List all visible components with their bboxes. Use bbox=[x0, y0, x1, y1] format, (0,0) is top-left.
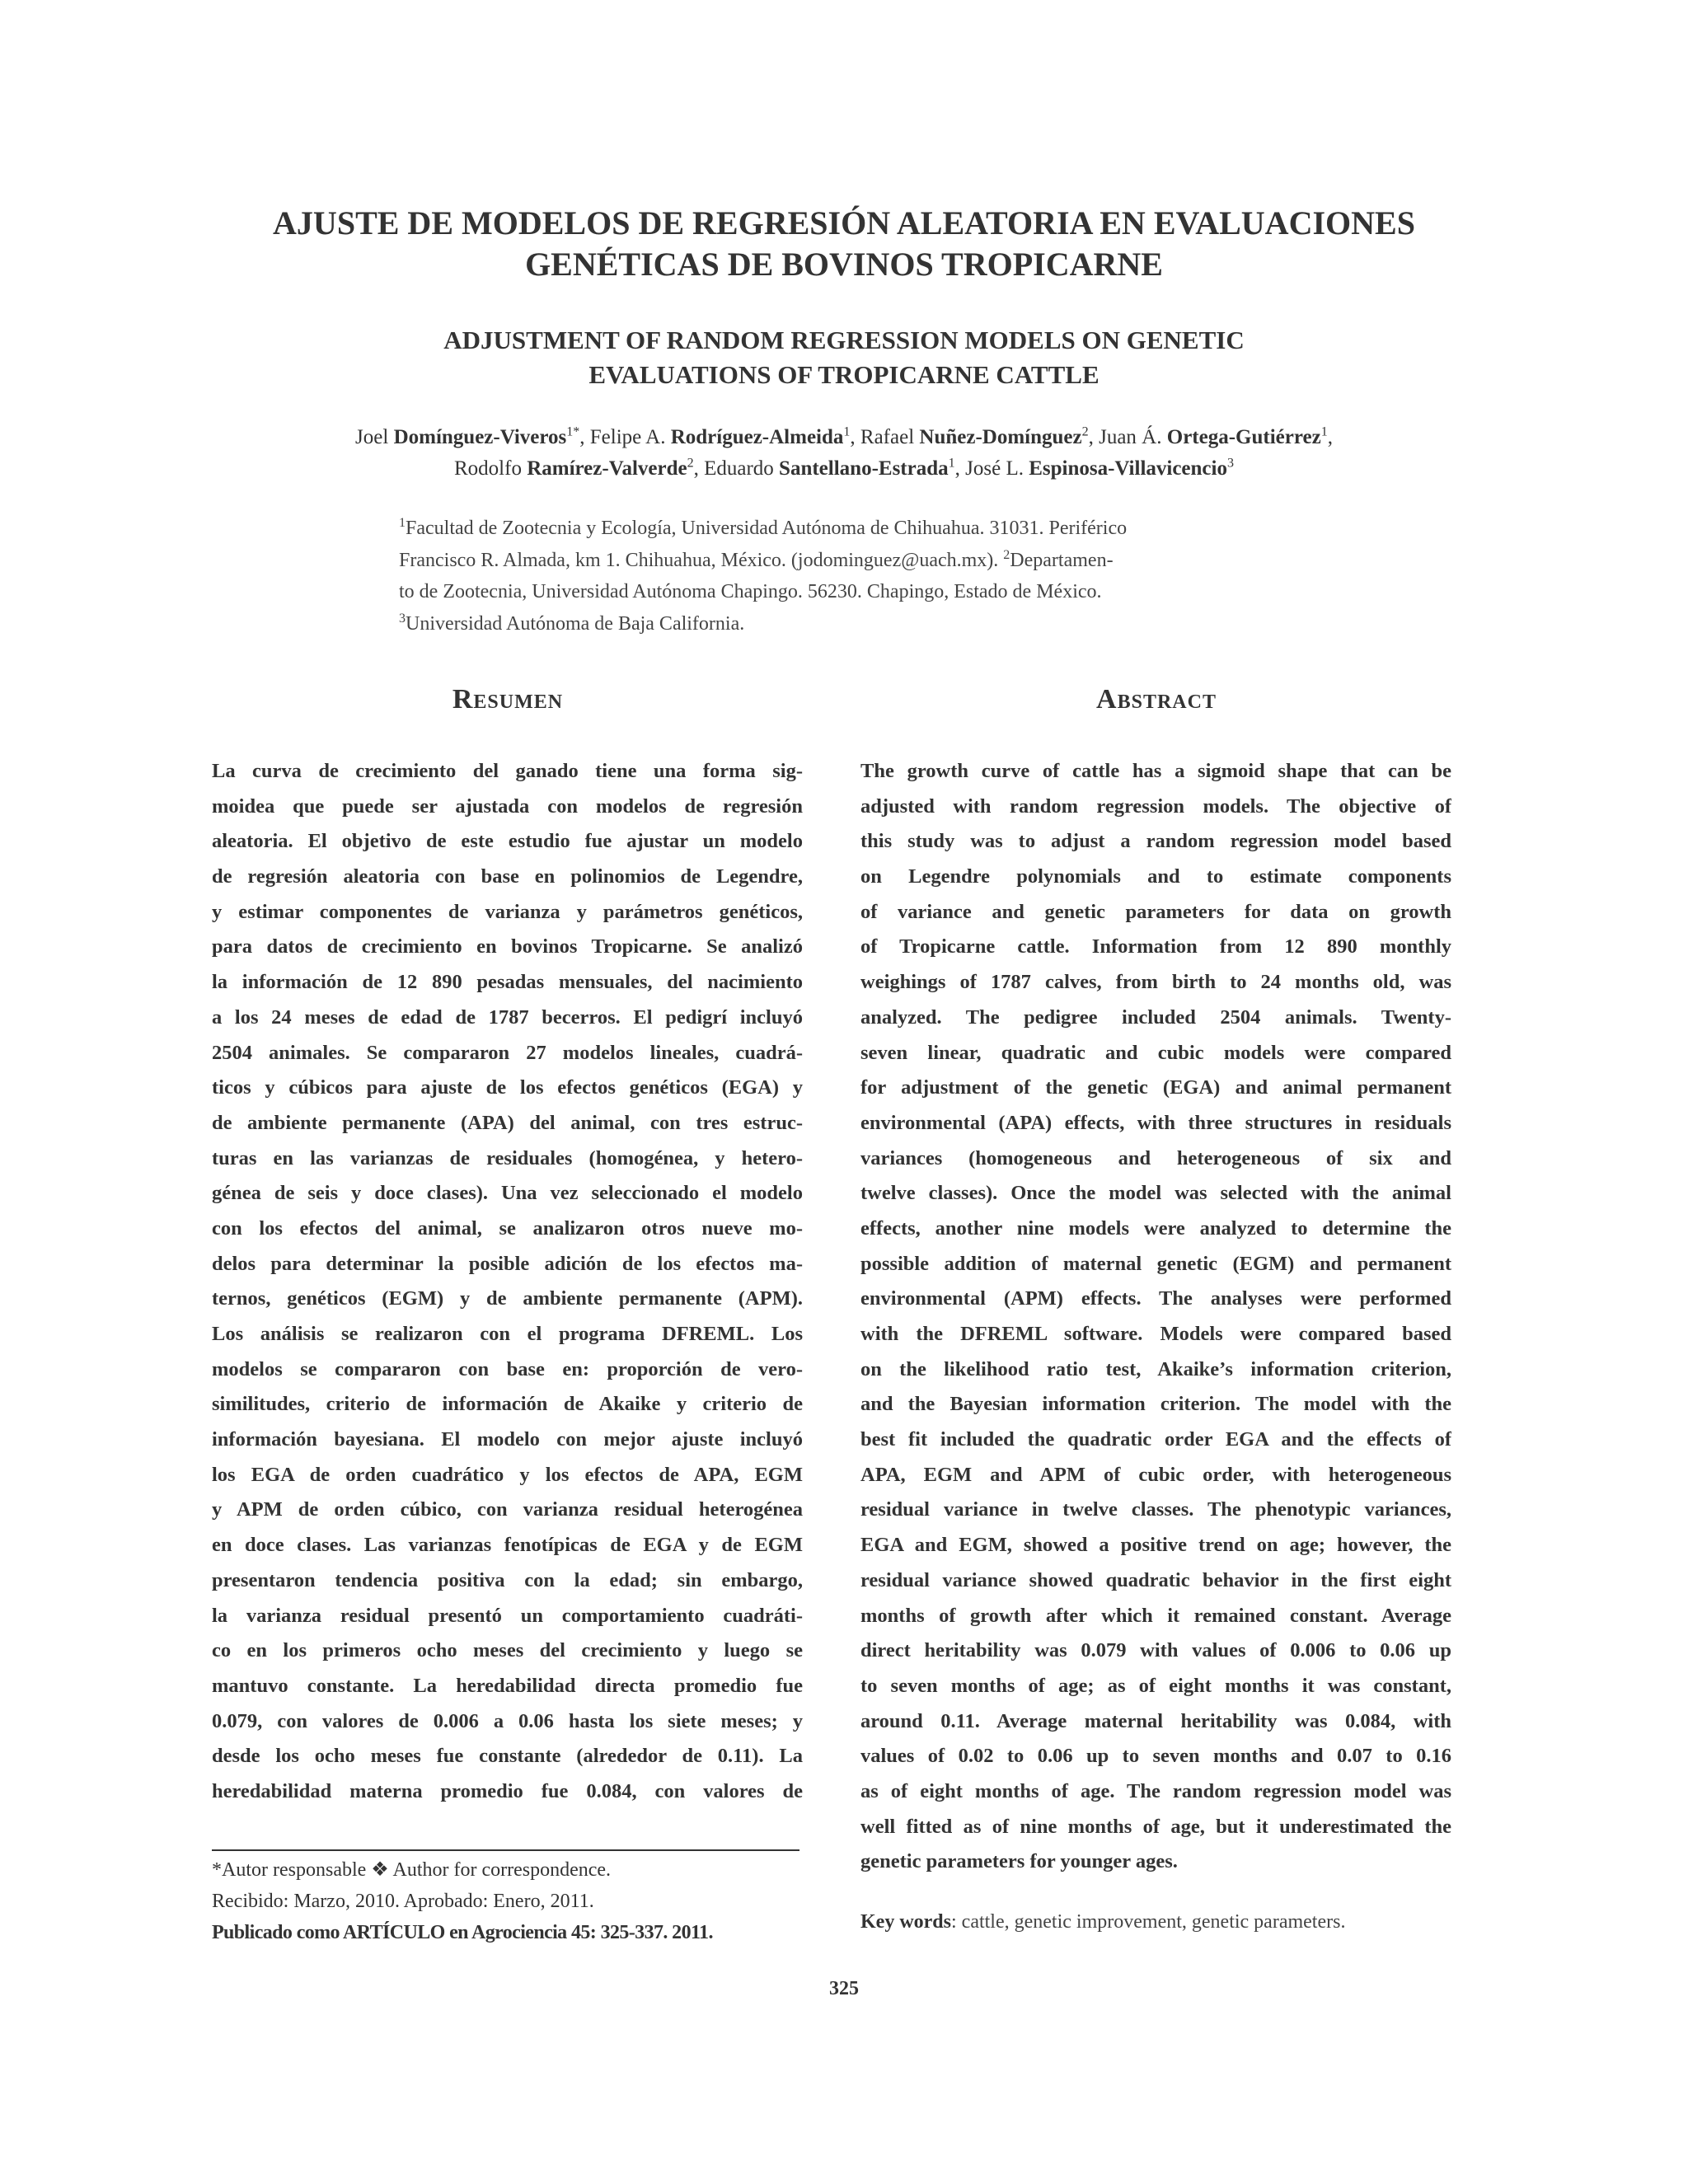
spanish-title-line-2: GENÉTICAS DE BOVINOS TROPICARNE bbox=[525, 246, 1163, 283]
english-title-line-2: EVALUATIONS OF TROPICARNE CATTLE bbox=[588, 360, 1100, 389]
author-last-name: Espinosa-Villavicencio bbox=[1029, 457, 1227, 480]
author-last-name: Rodríguez-Almeida bbox=[670, 426, 844, 448]
author-first-name: José L. bbox=[965, 457, 1024, 480]
paragraph-line: seven linear, quadratic and cubic models were compared bbox=[860, 1041, 1451, 1064]
paragraph-line: genetic parameters for younger ages. bbox=[860, 1850, 1178, 1873]
affiliation-line-3: to de Zootecnia, Universidad Autónoma Chapingo. 56230. Chapingo, Estado de México. bbox=[399, 581, 1102, 602]
paragraph-line: similitudes, criterio de información de Akaike y criterio de bbox=[212, 1393, 803, 1416]
footnote-publication: Publicado como ARTÍCULO en Agrociencia 45: 325-337. 2011. bbox=[212, 1922, 713, 1943]
paragraph-line: variances (homogeneous and heterogeneous of six and bbox=[860, 1146, 1451, 1169]
paragraph-line: de regresión aleatoria con base en polinomios de Legendre, bbox=[212, 865, 803, 888]
paragraph-line: direct heritability was 0.079 with values of 0.006 to 0.06 up bbox=[860, 1639, 1451, 1662]
abstract-heading: Abstract bbox=[1096, 684, 1217, 715]
author-affiliation-mark: 3 bbox=[1226, 456, 1234, 471]
paragraph-line: génea de seis y doce clases). Una vez seleccionado el modelo bbox=[212, 1182, 803, 1205]
paragraph-line: months of growth after which it remained constant. Average bbox=[860, 1604, 1451, 1627]
paragraph-line: delos para determinar la posible adición de los efectos ma- bbox=[212, 1252, 803, 1275]
paragraph-line: ternos, genéticos (EGM) y de ambiente permanente (APM). bbox=[212, 1287, 803, 1310]
paragraph-line: 0.079, con valores de 0.006 a 0.06 hasta los siete meses; y bbox=[212, 1709, 803, 1732]
author-last-name: Domínguez-Viveros bbox=[393, 426, 567, 448]
author-affiliation-mark: 1 bbox=[1320, 424, 1328, 439]
paragraph-line: well fitted as of nine months of age, but it underestimated the bbox=[860, 1815, 1451, 1838]
paragraph-line: la varianza residual presentó un comportamiento cuadráti- bbox=[212, 1604, 803, 1627]
author-affiliation-mark: 1 bbox=[843, 424, 851, 439]
affiliation-line-2: Francisco R. Almada, km 1. Chihuahua, México. (jodominguez@uach.mx). $^2$Departamen- bbox=[399, 547, 1114, 571]
paragraph-line: environmental (APA) effects, with three structures in residuals bbox=[860, 1111, 1451, 1134]
author-last-name: Ortega-Gutiérrez bbox=[1166, 426, 1321, 448]
resumen-heading: Resumen bbox=[452, 684, 564, 715]
author-first-name: Juan Á. bbox=[1099, 426, 1162, 448]
paragraph-line: los EGA de orden cuadrático y los efectos de APA, EGM bbox=[212, 1463, 803, 1486]
paragraph-line: Los análisis se realizaron con el programa DFREML. Los bbox=[212, 1323, 803, 1345]
paragraph-line: ticos y cúbicos para ajuste de los efectos genéticos (EGA) y bbox=[212, 1076, 803, 1099]
english-title-line-1: ADJUSTMENT OF RANDOM REGRESSION MODELS ON GENETIC bbox=[443, 326, 1245, 354]
paragraph-line: residual variance showed quadratic behavior in the first eight bbox=[860, 1568, 1451, 1591]
footnote-divider bbox=[212, 1849, 799, 1851]
paragraph-line: residual variance in twelve classes. The phenotypic variances, bbox=[860, 1498, 1451, 1521]
paragraph-line: 2504 animales. Se compararon 27 modelos lineales, cuadrá- bbox=[212, 1041, 803, 1064]
paragraph-line: APA, EGM and APM of cubic order, with heterogeneous bbox=[860, 1463, 1451, 1486]
author-line-2: Rodolfo Ramírez-Valverde$^2$, Eduardo Santellano-Estrada$^1$, José L. Espinosa-Villavicencio$^3$ bbox=[454, 456, 1234, 480]
paragraph-line: presentaron tendencia positiva con la edad; sin embargo, bbox=[212, 1568, 803, 1591]
paragraph-line: best fit included the quadratic order EGA and the effects of bbox=[860, 1428, 1451, 1451]
author-affiliation-mark: 2 bbox=[687, 456, 694, 471]
paragraph-line: of variance and genetic parameters for data on growth bbox=[860, 900, 1451, 923]
paragraph-line: possible addition of maternal genetic (EGM) and permanent bbox=[860, 1252, 1451, 1275]
paragraph-line: effects, another nine models were analyzed to determine the bbox=[860, 1216, 1451, 1240]
paragraph-line: modelos se compararon con base en: proporción de vero- bbox=[212, 1357, 803, 1380]
affiliation-line-1: $^1$Facultad de Zootecnia y Ecología, Universidad Autónoma de Chihuahua. 31031. Periférico bbox=[399, 516, 1128, 539]
paragraph-line: around 0.11. Average maternal heritability was 0.084, with bbox=[860, 1709, 1451, 1732]
affiliation-line-4: $^3$Universidad Autónoma de Baja California. bbox=[399, 611, 745, 635]
author-affiliation-mark: 2 bbox=[1081, 424, 1089, 439]
paragraph-line: for adjustment of the genetic (EGA) and animal permanent bbox=[860, 1076, 1451, 1099]
author-first-name: Joel bbox=[355, 426, 389, 448]
paragraph-line: this study was to adjust a random regression model based bbox=[860, 830, 1451, 853]
paragraph-line: y APM de orden cúbico, con varianza residual heterogénea bbox=[212, 1498, 803, 1521]
paragraph-line: con los efectos del animal, se analizaron otros nueve mo- bbox=[212, 1216, 803, 1240]
paragraph-line: to seven months of age; as of eight months it was constant, bbox=[860, 1674, 1451, 1697]
paragraph-line: adjusted with random regression models. The objective of bbox=[860, 794, 1451, 818]
author-first-name: Rodolfo bbox=[454, 457, 522, 480]
paragraph-line: para datos de crecimiento en bovinos Tropicarne. Se analizó bbox=[212, 935, 803, 958]
spanish-title bbox=[165, 203, 1523, 285]
page-number: 325 bbox=[829, 1978, 859, 1999]
paragraph-line: on the likelihood ratio test, Akaike’s information criterion, bbox=[860, 1357, 1451, 1380]
author-last-name: Ramírez-Valverde bbox=[527, 457, 687, 480]
paragraph-line: la información de 12 890 pesadas mensuales, del nacimiento bbox=[212, 971, 803, 994]
paragraph-line: a los 24 meses de edad de 1787 becerros. El pedigrí incluyó bbox=[212, 1005, 803, 1029]
keywords-label: Key words bbox=[860, 1911, 951, 1933]
resumen-body bbox=[212, 754, 803, 1810]
keywords-text: : cattle, genetic improvement, genetic parameters. bbox=[951, 1911, 1346, 1933]
paragraph-line: co en los primeros ocho meses del crecimiento y luego se bbox=[212, 1639, 803, 1662]
paragraph-line: La curva de crecimiento del ganado tiene una forma sig- bbox=[212, 760, 803, 782]
author-last-name: Nuñez-Domínguez bbox=[919, 426, 1082, 448]
paragraph-line: environmental (APM) effects. The analyses were performed bbox=[860, 1287, 1451, 1310]
paragraph-line: values of 0.02 to 0.06 up to seven months and 0.07 to 0.16 bbox=[860, 1745, 1451, 1768]
paragraph-line: weighings of 1787 calves, from birth to 24 months old, was bbox=[860, 971, 1451, 994]
author-first-name: Eduardo bbox=[704, 457, 774, 480]
paragraph-line: en doce clases. Las varianzas fenotípicas de EGA y de EGM bbox=[212, 1534, 803, 1557]
author-affiliation-mark: 1 bbox=[948, 456, 955, 471]
paragraph-line: EGA and EGM, showed a positive trend on age; however, the bbox=[860, 1534, 1451, 1557]
author-list bbox=[206, 422, 1482, 485]
footnote-dates: Recibido: Marzo, 2010. Aprobado: Enero, 2011. bbox=[212, 1891, 594, 1912]
paragraph-line: información bayesiana. El modelo con mejor ajuste incluyó bbox=[212, 1428, 803, 1451]
paragraph-line: with the DFREML software. Models were compared based bbox=[860, 1323, 1451, 1345]
paragraph-line: The growth curve of cattle has a sigmoid shape that can be bbox=[860, 760, 1451, 782]
paragraph-line: aleatoria. El objetivo de este estudio fue ajustar un modelo bbox=[212, 830, 803, 853]
paragraph-line: turas en las varianzas de residuales (homogénea, y hetero- bbox=[212, 1146, 803, 1169]
footnote-author: *Autor responsable ❖ Author for correspondence. bbox=[212, 1859, 612, 1881]
paragraph-line: desde los ocho meses fue constante (alrededor de 0.11). La bbox=[212, 1745, 803, 1768]
spanish-title-line-1: AJUSTE DE MODELOS DE REGRESIÓN ALEATORIA EN EVALUACIONES bbox=[273, 204, 1415, 241]
paragraph-line: on Legendre polynomials and to estimate components bbox=[860, 865, 1451, 888]
paragraph-line: moidea que puede ser ajustada con modelos de regresión bbox=[212, 794, 803, 818]
abstract-body bbox=[860, 754, 1451, 1880]
paragraph-line: and the Bayesian information criterion. The model with the bbox=[860, 1393, 1451, 1416]
keywords bbox=[860, 1911, 1345, 1933]
author-affiliation-mark: 1* bbox=[566, 424, 580, 439]
author-last-name: Santellano-Estrada bbox=[779, 457, 949, 480]
paragraph-line: as of eight months of age. The random regression model was bbox=[860, 1779, 1451, 1802]
paragraph-line: twelve classes). Once the model was selected with the animal bbox=[860, 1182, 1451, 1205]
paragraph-line: de ambiente permanente (APA) del animal, con tres estruc- bbox=[212, 1111, 803, 1134]
author-first-name: Rafael bbox=[860, 426, 915, 448]
author-first-name: Felipe A. bbox=[589, 426, 666, 448]
paragraph-line: of Tropicarne cattle. Information from 12 890 monthly bbox=[860, 935, 1451, 958]
paragraph-line: y estimar componentes de varianza y parámetros genéticos, bbox=[212, 900, 803, 923]
affiliations bbox=[399, 513, 1268, 640]
paragraph-line: mantuvo constante. La heredabilidad directa promedio fue bbox=[212, 1674, 803, 1697]
paragraph-line: analyzed. The pedigree included 2504 animals. Twenty- bbox=[860, 1005, 1451, 1029]
english-title bbox=[247, 323, 1441, 392]
author-line-1: Joel Domínguez-Viveros$^{1*}$, Felipe A. Rodríguez-Almeida$^1$, Rafael Nuñez-Domínguez$^2$, Juan Á. Ortega-Gutiérrez$^1$, bbox=[355, 424, 1333, 448]
paragraph-line: heredabilidad materna promedio fue 0.084, con valores de bbox=[212, 1779, 803, 1802]
